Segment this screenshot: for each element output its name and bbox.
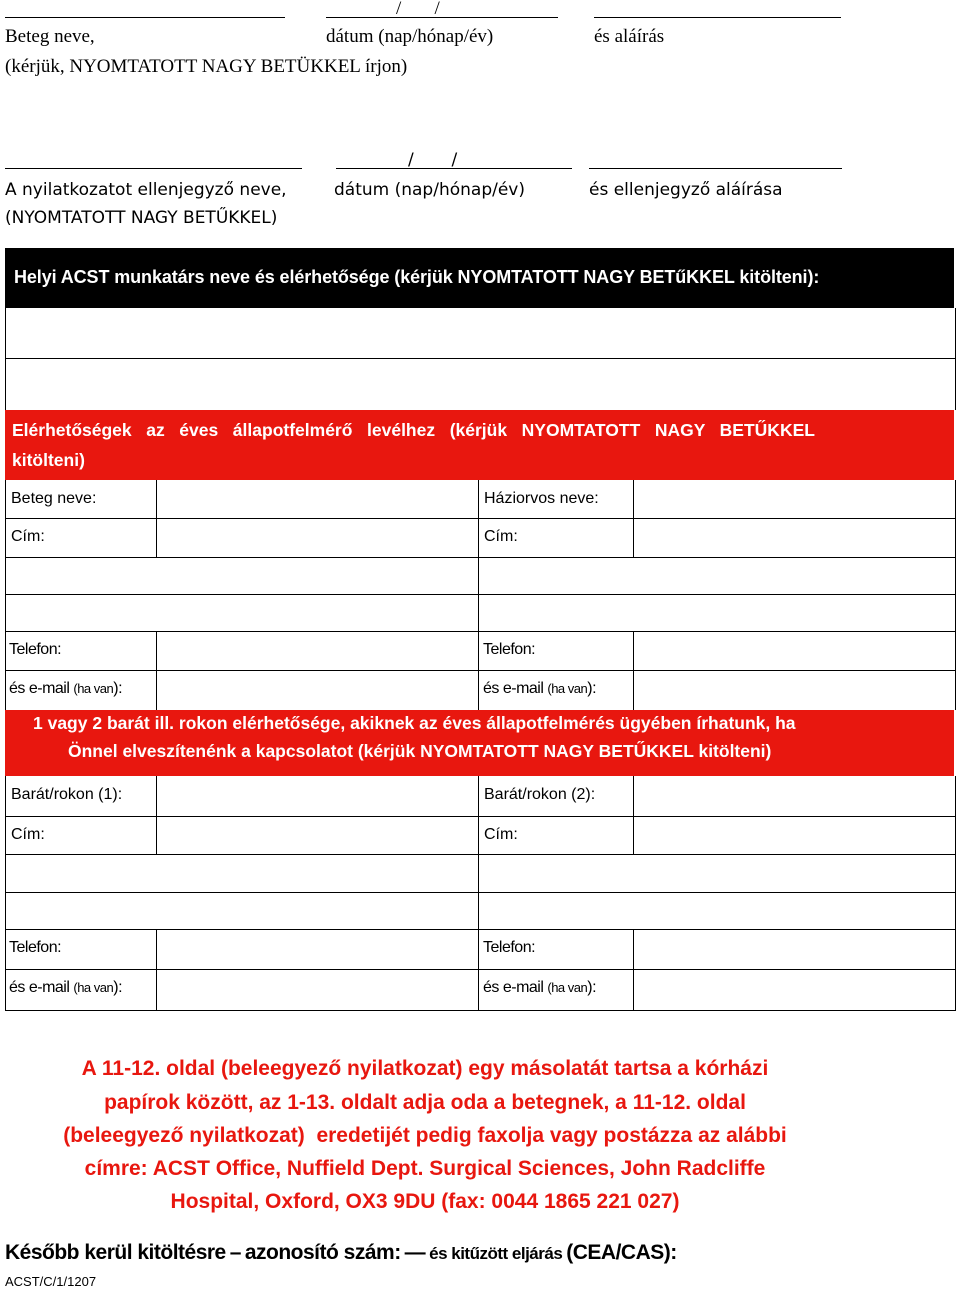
contacts-header-line1: Elérhetőségek az éves állapotfelmérő levélhez (kérjük NYOMTATOTT NAGY BETŰKKEL [12, 420, 815, 440]
patient-phone-label: Telefon: [9, 641, 62, 658]
friend1-email-label [9, 979, 122, 997]
contacts-header [5, 410, 954, 480]
patient-name-label: Beteg neve, [5, 26, 95, 47]
local-staff-fill [5, 308, 956, 410]
patient-signature-line [594, 17, 841, 18]
friend2-email-main: és e-mail [483, 979, 544, 996]
patient-date-line [326, 17, 558, 18]
gp-address-label: Cím: [484, 528, 518, 545]
friends-row-address-3 [6, 892, 955, 893]
friends-header [5, 710, 954, 776]
friends-header-line2: Önnel elveszítenénk a kapcsolatot (kérjük NYOMTATOTT NAGY BETŰKKEL kitölteni) [68, 741, 772, 761]
patient-email-note: (ha van [73, 681, 114, 696]
friend2-address-label: Cím: [484, 826, 518, 843]
patient-signature-label: és aláírás [594, 26, 665, 47]
friends-row-address-2 [6, 854, 955, 855]
instructions-line4: címre: ACST Office, Nuffield Dept. Surgical Sciences, John Radcliffe [84, 1157, 766, 1180]
friend2-email-end: ): [587, 979, 597, 996]
gp-phone-label: Telefon: [483, 641, 536, 658]
friend1-phone-label: Telefon: [9, 939, 62, 956]
local-staff-header [5, 248, 954, 308]
friends-divider-3 [633, 776, 634, 854]
friend1-label: Barát/rokon (1): [11, 786, 123, 803]
friend1-email-end: ): [113, 979, 123, 996]
witness-date-label: dátum (nap/hónap/év) [334, 180, 525, 200]
later-dash2: — [404, 1241, 426, 1264]
patient-address-label: Cím: [11, 528, 45, 545]
instructions-line2: papírok között, az 1-13. oldalt adja oda a betegnek, a 11-12. oldal [104, 1091, 746, 1114]
friends-grid [5, 776, 956, 1011]
gp-name-field-label: Háziorvos neve: [484, 490, 599, 507]
friends-row-address [6, 816, 955, 817]
patient-name-line [5, 17, 285, 18]
witness-name-label: A nyilatkozatot ellenjegyző neve, [5, 180, 287, 200]
contacts-row-email [6, 670, 955, 671]
instructions-line3: (beleegyező nyilatkozat) eredetijét pedig faxolja vagy postázza az alábbi [63, 1124, 787, 1147]
friend1-email-note: (ha van [73, 980, 114, 995]
witness-name-line [5, 168, 302, 169]
friend2-phone-label: Telefon: [483, 939, 536, 956]
patient-name-field-label: Beteg neve: [11, 490, 97, 507]
patient-date-slashes: / / [396, 0, 440, 19]
contacts-grid [5, 480, 956, 710]
friend2-email-label [483, 979, 596, 997]
local-staff-line-1[interactable] [6, 358, 955, 410]
friend1-address-label: Cím: [11, 826, 45, 843]
contacts-header-line2: kitölteni) [12, 450, 85, 470]
witness-date-slashes: / / [408, 150, 458, 170]
gp-email-note: (ha van [547, 681, 588, 696]
friends-row-email [6, 969, 955, 970]
patient-date-label: dátum (nap/hónap/év) [326, 26, 494, 47]
friend1-email-main: és e-mail [9, 979, 70, 996]
gp-email-label [483, 680, 596, 698]
local-staff-header-text: Helyi ACST munkatárs neve és elérhetősége (kérjük NYOMTATOTT NAGY BETűKKEL kitölteni): [14, 267, 820, 287]
instructions-line1: A 11-12. oldal (beleegyező nyilatkozat) egy másolatát tartsa a kórházi [81, 1057, 769, 1080]
contacts-row-address-3 [6, 594, 955, 595]
form-code: ACST/C/1/1207 [5, 1274, 97, 1289]
witness-signature-label: és ellenjegyző aláírása [589, 180, 783, 200]
patient-instruction: (kérjük, NYOMTATOTT NAGY BETÜKKEL írjon) [5, 56, 408, 77]
witness-signature-line [589, 168, 842, 169]
friends-row-phone [6, 929, 955, 930]
patient-email-label [9, 680, 122, 698]
contacts-row-phone [6, 631, 955, 632]
contacts-row-address [6, 518, 955, 519]
gp-email-end: ): [587, 680, 597, 697]
later-part3: és kitűzött eljárás [429, 1244, 563, 1263]
patient-email-main: és e-mail [9, 680, 70, 697]
friend2-label: Barát/rokon (2): [484, 786, 596, 803]
contacts-row-address-2 [6, 557, 955, 558]
later-dash: – [229, 1241, 241, 1264]
later-part4: (CEA/CAS): [566, 1241, 677, 1264]
patient-email-end: ): [113, 680, 123, 697]
contacts-divider-2 [478, 480, 479, 710]
friends-divider-2 [478, 776, 479, 1010]
friend2-email-note: (ha van [547, 980, 588, 995]
instructions-line5: Hospital, Oxford, OX3 9DU (fax: 0044 1865 221 027) [170, 1190, 680, 1213]
later-completion-line [5, 1241, 677, 1265]
later-part1: Később kerül kitöltésre [5, 1241, 226, 1264]
later-part2: azonosító szám: [244, 1241, 401, 1264]
friends-divider-1 [156, 776, 157, 854]
friends-header-line1: 1 vagy 2 barát ill. rokon elérhetősége, akiknek az éves állapotfelmérés ügyében írhatunk, ha [33, 713, 796, 733]
witness-instruction: (NYOMTATOTT NAGY BETŰKKEL) [5, 208, 278, 228]
gp-email-main: és e-mail [483, 680, 544, 697]
